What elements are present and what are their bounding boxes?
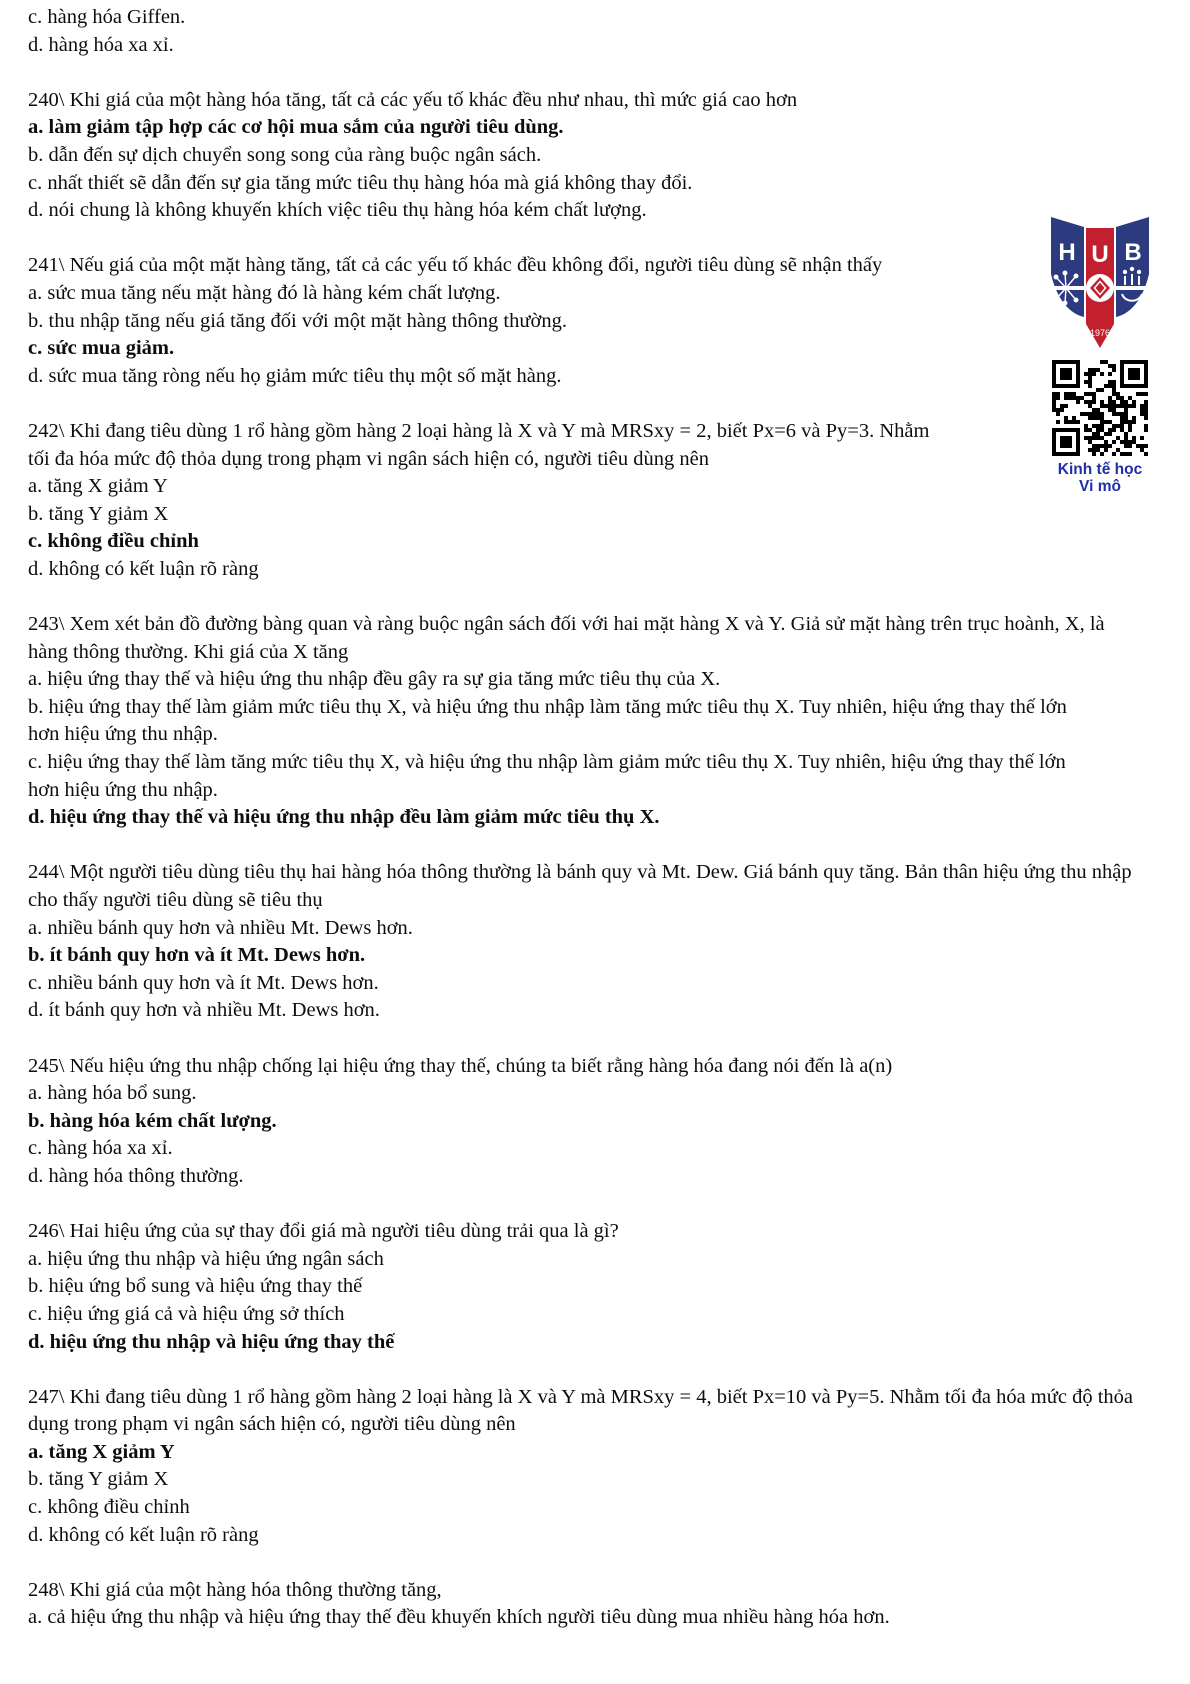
q241-option-b: b. thu nhập tăng nếu giá tăng đối với một mặt hàng thông thường. <box>28 309 567 332</box>
logo-letter-h: H <box>1058 239 1076 266</box>
q243-option-a: a. hiệu ứng thay thế và hiệu ứng thu nhập đều gây ra sự gia tăng mức tiêu thụ của X. <box>28 668 721 691</box>
q242-option-c: c. không điều chỉnh <box>28 530 199 553</box>
prelude-options <box>28 4 1168 59</box>
q247-stem: 247\ Khi đang tiêu dùng 1 rổ hàng gồm hàng 2 loại hàng là X và Y mà MRSxy = 4, biết Px=10 và Py=5. Nhằm tối đa hóa mức độ thỏa dụng trong phạm vi ngân sách hiện có, người tiêu dùng nên <box>28 1385 1134 1436</box>
q245-option-b: b. hàng hóa kém chất lượng. <box>28 1109 277 1132</box>
q244-option-d: d. ít bánh quy hơn và nhiều Mt. Dews hơn. <box>28 999 380 1022</box>
qr-caption-line2: Vi mô <box>1079 478 1121 495</box>
q243-option-b: b. hiệu ứng thay thế làm giảm mức tiêu thụ X, và hiệu ứng thu nhập làm tăng mức tiêu thụ X. Tuy nhiên, hiệu ứng thay thế lớn hơn hiệu ứng thu nhập. <box>28 695 1067 746</box>
logo-letter-u: U <box>1091 241 1109 268</box>
q242-stem: 242\ Khi đang tiêu dùng 1 rổ hàng gồm hàng 2 loại hàng là X và Y mà MRSxy = 2, biết Px=6 và Py=3. Nhằm tối đa hóa mức độ thỏa dụng trong phạm vi ngân sách hiện có, người tiêu dùng nên <box>28 419 930 470</box>
q244-option-a: a. nhiều bánh quy hơn và nhiều Mt. Dews hơn. <box>28 916 413 939</box>
q244-option-c: c. nhiều bánh quy hơn và ít Mt. Dews hơn. <box>28 971 379 994</box>
q240-option-c: c. nhất thiết sẽ dẫn đến sự gia tăng mức tiêu thụ hàng hóa mà giá không thay đổi. <box>28 171 693 194</box>
logo-left-panel <box>1051 217 1084 317</box>
question-243 <box>28 611 1168 832</box>
question-245 <box>28 1053 1168 1191</box>
q242-option-b: b. tăng Y giảm X <box>28 502 169 525</box>
q240-option-d: d. nói chung là không khuyến khích việc tiêu thụ hàng hóa kém chất lượng. <box>28 199 647 222</box>
q246-option-b: b. hiệu ứng bổ sung và hiệu ứng thay thế <box>28 1275 363 1298</box>
q242-option-a: a. tăng X giảm Y <box>28 475 168 498</box>
q245-option-a: a. hàng hóa bổ sung. <box>28 1082 197 1105</box>
q247-option-c: c. không điều chỉnh <box>28 1496 190 1519</box>
q242-option-d: d. không có kết luận rõ ràng <box>28 557 259 580</box>
prelude-option-c: c. hàng hóa Giffen. <box>28 6 186 28</box>
q246-stem: 246\ Hai hiệu ứng của sự thay đổi giá mà người tiêu dùng trải qua là gì? <box>28 1220 619 1243</box>
q246-option-d: d. hiệu ứng thu nhập và hiệu ứng thay thế <box>28 1330 395 1353</box>
q240-option-a: a. làm giảm tập hợp các cơ hội mua sắm của người tiêu dùng. <box>28 116 564 139</box>
q245-option-d: d. hàng hóa thông thường. <box>28 1164 244 1187</box>
q247-option-b: b. tăng Y giảm X <box>28 1468 169 1491</box>
qr-code <box>1052 360 1148 456</box>
q248-option-a: a. cả hiệu ứng thu nhập và hiệu ứng thay thế đều khuyến khích người tiêu dùng mua nhiều hàng hóa hơn. <box>28 1606 890 1629</box>
q244-stem: 244\ Một người tiêu dùng tiêu thụ hai hàng hóa thông thường là bánh quy và Mt. Dew. Giá bánh quy tăng. Bản thân hiệu ứng thu nhập cho thấy người tiêu dùng sẽ tiêu thụ <box>28 861 1132 911</box>
question-247 <box>28 1384 1168 1550</box>
q245-stem: 245\ Nếu hiệu ứng thu nhập chống lại hiệu ứng thay thế, chúng ta biết rằng hàng hóa đang nói đến là a(n) <box>28 1054 893 1077</box>
question-241 <box>28 252 1168 390</box>
q247-option-d: d. không có kết luận rõ ràng <box>28 1523 259 1546</box>
q240-option-b: b. dẫn đến sự dịch chuyển song song của ràng buộc ngân sách. <box>28 143 542 166</box>
question-246 <box>28 1218 1168 1356</box>
qr-caption <box>1048 461 1152 495</box>
branding-panel <box>1048 214 1152 495</box>
q248-stem: 248\ Khi giá của một hàng hóa thông thường tăng, <box>28 1578 442 1601</box>
question-240 <box>28 87 1168 225</box>
logo-year: 1976 <box>1089 328 1111 338</box>
q241-option-a: a. sức mua tăng nếu mặt hàng đó là hàng kém chất lượng. <box>28 281 501 304</box>
q246-option-c: c. hiệu ứng giá cả và hiệu ứng sở thích <box>28 1302 345 1325</box>
prelude-option-d: d. hàng hóa xa xỉ. <box>28 33 174 56</box>
logo-letter-b: B <box>1124 239 1142 266</box>
q244-option-b: b. ít bánh quy hơn và ít Mt. Dews hơn. <box>28 944 366 967</box>
question-242 <box>28 418 1168 584</box>
q241-stem: 241\ Nếu giá của một mặt hàng tăng, tất cả các yếu tố khác đều không đổi, người tiêu dùng sẽ nhận thấy <box>28 254 883 277</box>
hub-logo <box>1050 214 1150 350</box>
q243-stem: 243\ Xem xét bản đồ đường bàng quan và ràng buộc ngân sách đối với hai mặt hàng X và Y. Giả sử mặt hàng trên trục hoành, X, là hàng thông thường. Khi giá của X tăng <box>28 613 1105 663</box>
q241-option-d: d. sức mua tăng ròng nếu họ giảm mức tiêu thụ một số mặt hàng. <box>28 364 562 387</box>
question-248 <box>28 1577 1168 1632</box>
q245-option-c: c. hàng hóa xa xỉ. <box>28 1137 173 1160</box>
q241-option-c: c. sức mua giảm. <box>28 337 175 360</box>
qr-caption-line1: Kinh tế học <box>1057 461 1143 478</box>
question-244 <box>28 859 1168 1025</box>
q240-stem: 240\ Khi giá của một hàng hóa tăng, tất cả các yếu tố khác đều như nhau, thì mức giá cao hơn <box>28 88 798 111</box>
q243-option-d: d. hiệu ứng thay thế và hiệu ứng thu nhập đều làm giảm mức tiêu thụ X. <box>28 806 660 829</box>
q246-option-a: a. hiệu ứng thu nhập và hiệu ứng ngân sách <box>28 1247 384 1270</box>
question-list <box>28 4 1168 1632</box>
q247-option-a: a. tăng X giảm Y <box>28 1440 175 1463</box>
q243-option-c: c. hiệu ứng thay thế làm tăng mức tiêu thụ X, và hiệu ứng thu nhập làm giảm mức tiêu thụ X. Tuy nhiên, hiệu ứng thay thế lớn hơn hiệu ứng thu nhập. <box>28 751 1066 801</box>
